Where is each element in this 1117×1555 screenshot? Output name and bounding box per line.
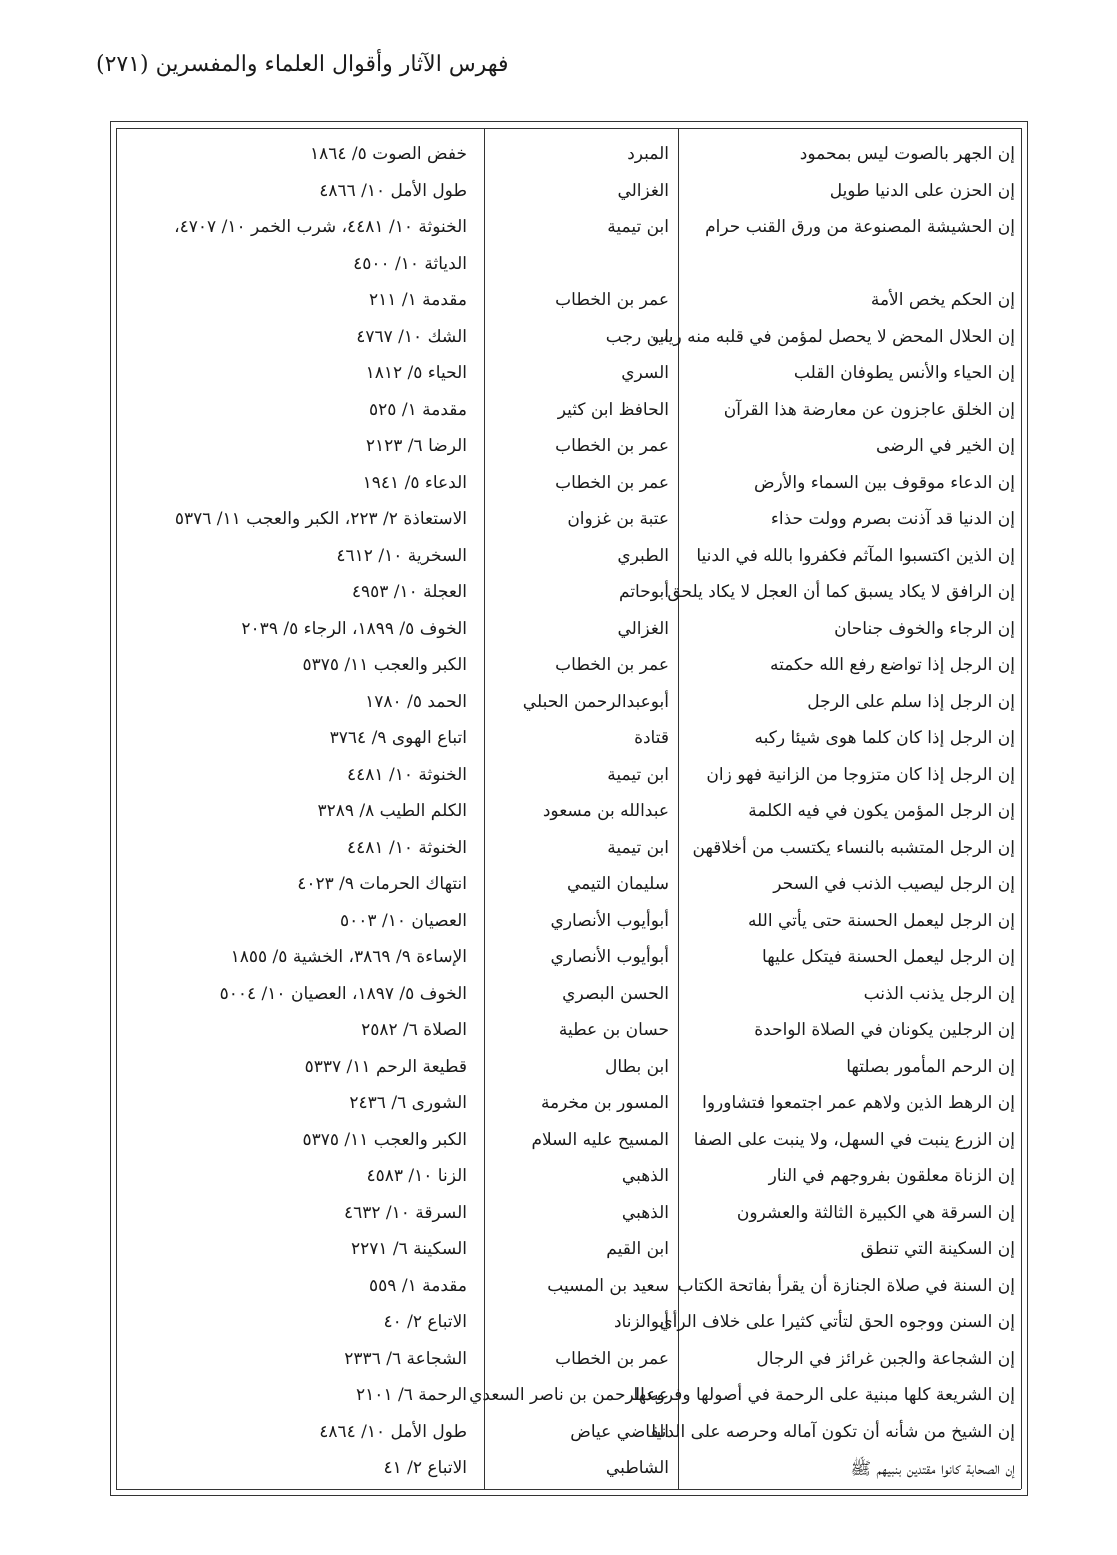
table-row <box>0 177 1117 214</box>
table-row <box>0 396 1117 433</box>
quote-author: عمر بن الخطاب <box>555 436 669 456</box>
quote-reference: الدعاء ٥/ ١٩٤١ <box>362 472 467 493</box>
quote-text: إن الرجل ليعمل الحسنة حتى يأتي الله <box>747 910 1015 931</box>
quote-text: إن الرجل إذا سلم على الرجل <box>807 691 1015 712</box>
table-row <box>0 505 1117 542</box>
quote-text: إن الرجل إذا كان متزوجا من الزانية فهو زان <box>706 764 1015 785</box>
quote-text: إن الشيخ من شأنه أن تكون آماله وحرصه على الدنيا <box>651 1421 1015 1442</box>
table-row <box>0 834 1117 871</box>
quote-reference: الدياثة ١٠/ ٤٥٠٠ <box>353 253 467 274</box>
quote-text: إن الرجل يذنب الذنب <box>863 983 1015 1004</box>
quote-reference: الشجاعة ٦/ ٢٣٣٦ <box>344 1348 467 1369</box>
quote-text: إن السنن ووجوه الحق لتأتي كثيرا على خلاف الرأي <box>659 1312 1015 1332</box>
quote-reference: الخوف ٥/ ١٨٩٧، العصيان ١٠/ ٥٠٠٤ <box>219 983 467 1004</box>
quote-reference: الرحمة ٦/ ٢١٠١ <box>356 1385 467 1405</box>
quote-author: عمر بن الخطاب <box>555 655 669 675</box>
quote-reference: طول الأمل ١٠/ ٤٨٦٤ <box>319 1421 467 1442</box>
quote-reference: الإساءة ٩/ ٣٨٦٩، الخشية ٥/ ١٨٥٥ <box>230 947 467 967</box>
quote-author: ابن بطال <box>604 1056 669 1077</box>
table-row <box>0 1053 1117 1090</box>
table-row <box>0 761 1117 798</box>
table-row <box>0 724 1117 761</box>
quote-reference: الشورى ٦/ ٢٤٣٦ <box>349 1093 467 1113</box>
quote-text: إن السكينة التي تنطق <box>860 1239 1015 1259</box>
quote-reference: العصيان ١٠/ ٥٠٠٣ <box>340 910 467 931</box>
quote-text: إن الرجل إذا كان كلما هوى شيئا ركبه <box>754 728 1015 748</box>
quote-author: السري <box>621 363 669 383</box>
quote-text: إن الرجل المؤمن يكون في فيه الكلمة <box>748 801 1015 821</box>
quote-text: إن الرجاء والخوف جناحان <box>834 618 1015 639</box>
table-row <box>0 797 1117 834</box>
quote-author: المبرد <box>627 144 669 164</box>
quote-text: إن الصحابة كانوا مقتدين بنبيهم ﷺ <box>850 1459 1015 1479</box>
quote-author: عبدالرحمن بن ناصر السعدي <box>469 1385 669 1405</box>
quote-text: إن الرحم المأمور بصلتها <box>846 1056 1015 1077</box>
quote-author: سعيد بن المسيب <box>547 1275 669 1296</box>
quote-text: إن الخير في الرضى <box>876 436 1015 456</box>
table-row <box>0 1345 1117 1382</box>
quote-author: المسور بن مخرمة <box>540 1093 669 1113</box>
quote-reference: الخنوثة ١٠/ ٤٤٨١ <box>347 764 467 785</box>
quote-author: ابن رجب <box>605 326 669 347</box>
quote-author: عتبة بن غزوان <box>567 509 669 529</box>
quote-author: أبوعبدالرحمن الحبلي <box>522 691 669 712</box>
quote-reference: خفض الصوت ٥/ ١٨٦٤ <box>310 144 467 164</box>
quote-text: إن الرجل ليصيب الذنب في السحر <box>773 874 1015 894</box>
table-row <box>0 1381 1117 1418</box>
quote-text: إن الحياء والأنس يطوفان القلب <box>793 363 1015 383</box>
quote-text: إن الخلق عاجزون عن معارضة هذا القرآن <box>723 399 1015 420</box>
quote-reference: الحياء ٥/ ١٨١٢ <box>365 363 467 383</box>
quote-author: الحافظ ابن كثير <box>557 399 669 420</box>
quote-text: إن الحلال المحض لا يحصل لمؤمن في قلبه منه ريب <box>652 326 1015 347</box>
table-row <box>0 1199 1117 1236</box>
table-row <box>0 1126 1117 1163</box>
quote-reference: الكبر والعجب ١١/ ٥٣٧٥ <box>302 655 467 675</box>
table-row <box>0 1308 1117 1345</box>
table-row <box>0 1016 1117 1053</box>
quote-author: المسيح عليه السلام <box>531 1129 669 1150</box>
quote-author: عمر بن الخطاب <box>555 1348 669 1369</box>
quote-text: إن الرهط الذين ولاهم عمر اجتمعوا فتشاوروا <box>702 1093 1015 1113</box>
quote-text: إن الحشيشة المصنوعة من ورق القنب حرام <box>705 217 1015 237</box>
quote-author: ابن تيمية <box>607 837 669 858</box>
quote-reference: الكلم الطيب ٨/ ٣٢٨٩ <box>317 801 467 821</box>
quote-reference: الحمد ٥/ ١٧٨٠ <box>365 691 467 712</box>
quote-reference: السخرية ١٠/ ٤٦١٢ <box>336 545 467 566</box>
quote-author: حسان بن عطية <box>558 1020 669 1040</box>
quote-author: ابن القيم <box>606 1239 669 1259</box>
table-row <box>0 688 1117 725</box>
quote-text: إن الجهر بالصوت ليس بمحمود <box>799 144 1015 164</box>
quote-author: عمر بن الخطاب <box>555 472 669 493</box>
table-row <box>0 1089 1117 1126</box>
table-row <box>0 250 1117 287</box>
quote-reference: مقدمة ١/ ٢١١ <box>369 290 467 310</box>
quote-text: إن الدعاء موقوف بين السماء والأرض <box>753 472 1015 493</box>
table-row <box>0 943 1117 980</box>
table-row <box>0 469 1117 506</box>
quote-text: إن الزناة معلقون بفروجهم في النار <box>768 1166 1015 1186</box>
quote-reference: الخنوثة ١٠/ ٤٤٨١، شرب الخمر ١٠/ ٤٧٠٧، <box>174 217 467 237</box>
table-row <box>0 286 1117 323</box>
table-row <box>0 1235 1117 1272</box>
quote-author: قتادة <box>634 728 669 748</box>
quote-text: إن الشجاعة والجبن غرائز في الرجال <box>756 1348 1015 1369</box>
table-row <box>0 359 1117 396</box>
quote-reference: العجلة ١٠/ ٤٩٥٣ <box>351 582 467 602</box>
quote-text: إن الزرع ينبت في السهل، ولا ينبت على الصفا <box>693 1129 1015 1150</box>
quote-author: أبوأيوب الأنصاري <box>550 947 669 967</box>
page-header: فهرس الآثار وأقوال العلماء والمفسرين (٢٧١) <box>96 52 509 77</box>
quote-text: إن السرقة هي الكبيرة الثالثة والعشرون <box>736 1202 1015 1223</box>
table-row <box>0 1418 1117 1455</box>
table-row <box>0 1162 1117 1199</box>
quote-author: أبوالزناد <box>613 1312 669 1332</box>
quote-author: الطبري <box>617 545 669 566</box>
quote-reference: الاتباع ٢/ ٤١ <box>383 1458 467 1478</box>
quote-reference: الخنوثة ١٠/ ٤٤٨١ <box>347 837 467 858</box>
quote-author: عبدالله بن مسعود <box>542 801 669 821</box>
table-row <box>0 1272 1117 1309</box>
table-inner-border-top <box>116 128 1021 129</box>
quote-author: القاضي عياض <box>570 1421 669 1442</box>
table-row <box>0 213 1117 250</box>
quote-author: الغزالي <box>617 618 669 639</box>
quote-text: إن الرجلين يكونان في الصلاة الواحدة <box>754 1020 1015 1040</box>
quote-reference: مقدمة ١/ ٥٢٥ <box>369 399 467 420</box>
quote-reference: الاستعاذة ٢/ ٢٢٣، الكبر والعجب ١١/ ٥٣٧٦ <box>174 509 467 529</box>
quote-text: إن الذين اكتسبوا المآثم فكفروا بالله في الدنيا <box>696 545 1015 566</box>
quote-author: أبوحاتم <box>619 582 669 602</box>
quote-author: ابن تيمية <box>607 217 669 237</box>
table-row <box>0 615 1117 652</box>
quote-author: الذهبي <box>621 1166 669 1186</box>
quote-reference: اتباع الهوى ٩/ ٣٧٦٤ <box>329 728 467 748</box>
quote-reference: الكبر والعجب ١١/ ٥٣٧٥ <box>302 1129 467 1150</box>
quote-author: الذهبي <box>621 1202 669 1223</box>
quote-text: إن السنة في صلاة الجنازة أن يقرأ بفاتحة الكتاب <box>677 1275 1015 1296</box>
table-row <box>0 140 1117 177</box>
table-row <box>0 542 1117 579</box>
quote-reference: الرضا ٦/ ٢١٢٣ <box>365 436 467 456</box>
table-row <box>0 651 1117 688</box>
quote-author: سليمان التيمي <box>566 874 669 894</box>
quote-text: إن الحكم يخص الأمة <box>870 290 1015 310</box>
quote-text: إن الرافق لا يكاد يسبق كما أن العجل لا يكاد يلحق <box>667 582 1015 602</box>
quote-reference: مقدمة ١/ ٥٥٩ <box>369 1275 467 1296</box>
quote-author: الغزالي <box>617 180 669 201</box>
quote-reference: الشك ١٠/ ٤٧٦٧ <box>356 326 467 347</box>
quote-author: الشاطبي <box>605 1458 669 1478</box>
quote-text: إن الدنيا قد آذنت بصرم وولت حذاء <box>770 509 1015 529</box>
quote-reference: الصلاة ٦/ ٢٥٨٢ <box>361 1020 467 1040</box>
quote-text: إن الرجل المتشبه بالنساء يكتسب من أخلاقهن <box>692 837 1015 858</box>
quote-reference: الزنا ١٠/ ٤٥٨٣ <box>366 1166 467 1186</box>
table-row <box>0 432 1117 469</box>
quote-reference: الخوف ٥/ ١٨٩٩، الرجاء ٥/ ٢٠٣٩ <box>241 618 467 639</box>
quote-author: ابن تيمية <box>607 764 669 785</box>
table-row <box>0 870 1117 907</box>
table-row <box>0 323 1117 360</box>
quote-author: عمر بن الخطاب <box>555 290 669 310</box>
table-row <box>0 1454 1117 1491</box>
quote-reference: قطيعة الرحم ١١/ ٥٣٣٧ <box>304 1056 467 1077</box>
quote-reference: انتهاك الحرمات ٩/ ٤٠٢٣ <box>297 874 467 894</box>
quote-reference: طول الأمل ١٠/ ٤٨٦٦ <box>319 180 467 201</box>
quote-text: إن الشريعة كلها مبنية على الرحمة في أصولها وفروعها <box>633 1385 1015 1405</box>
table-row <box>0 578 1117 615</box>
quote-text: إن الحزن على الدنيا طويل <box>829 180 1015 201</box>
quote-reference: الاتباع ٢/ ٤٠ <box>383 1312 467 1332</box>
quote-author: أبوأيوب الأنصاري <box>550 910 669 931</box>
table-row <box>0 907 1117 944</box>
index-table <box>0 140 1117 1491</box>
table-row <box>0 980 1117 1017</box>
quote-reference: السرقة ١٠/ ٤٦٣٢ <box>343 1202 467 1223</box>
quote-author: الحسن البصري <box>562 983 669 1004</box>
quote-text: إن الرجل إذا تواضع رفع الله حكمته <box>769 655 1015 675</box>
quote-reference: السكينة ٦/ ٢٢٧١ <box>350 1239 467 1259</box>
quote-text: إن الرجل ليعمل الحسنة فيتكل عليها <box>762 947 1015 967</box>
